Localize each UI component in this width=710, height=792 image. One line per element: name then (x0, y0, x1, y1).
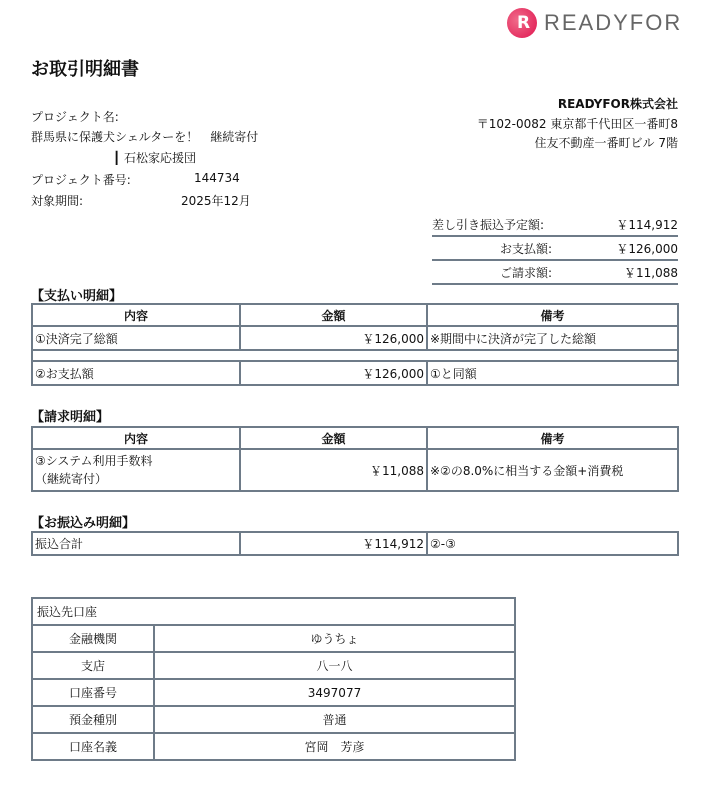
summary-value: ￥114,912 (616, 218, 678, 232)
bank-label: 預金種別 (32, 706, 154, 733)
payment-section-title: 【支払い明細】 (31, 289, 123, 304)
header-amount: 金額 (240, 427, 427, 449)
summary-box (432, 215, 678, 287)
payment-table (31, 303, 679, 386)
table-row (32, 532, 678, 555)
bank-label: 口座名義 (32, 733, 154, 760)
company-address1: 〒102-0082 東京都千代田区一番町8 (476, 117, 678, 131)
cell-note: ②-③ (427, 532, 678, 555)
bank-value: 八一八 (154, 652, 515, 679)
cell-content: ②お支払額 (32, 361, 240, 385)
logo-text: READYFOR (544, 10, 683, 35)
project-name-line1: 群馬県に保護犬シェルターを！ 継続寄付 (31, 130, 259, 144)
bank-table-title: 振込先口座 (32, 598, 515, 625)
bank-label: 金融機関 (32, 625, 154, 652)
project-number-label: プロジェクト番号: (31, 173, 131, 187)
cell-content-line2: （継続寄付） (35, 472, 108, 486)
table-row (32, 361, 678, 385)
summary-row (432, 239, 678, 261)
header-amount: 金額 (240, 304, 427, 326)
table-row (32, 652, 515, 679)
cell-content-line1: ③システム利用手数料 (35, 454, 153, 468)
spacer-row (32, 350, 678, 361)
cell-content: ①決済完了総額 (32, 326, 240, 350)
bank-value: 3497077 (154, 679, 515, 706)
table-row (32, 449, 678, 491)
table-row (32, 733, 515, 760)
table-row (32, 625, 515, 652)
cell-amount: ￥126,000 (240, 361, 427, 385)
summary-label: お支払額: (499, 242, 552, 256)
header-note: 備考 (427, 427, 678, 449)
project-name-line2: ┃ 石松家応援団 (113, 151, 197, 165)
transfer-table (31, 531, 679, 556)
billing-section-title: 【請求明細】 (31, 410, 110, 425)
bank-label: 口座番号 (32, 679, 154, 706)
summary-value: ￥11,088 (624, 266, 678, 280)
table-row (32, 326, 678, 350)
readyfor-logo (507, 8, 682, 38)
bank-value: 宮岡 芳彦 (154, 733, 515, 760)
period-value: 2025年12月 (181, 194, 251, 208)
cell-note: ※②の8.0%に相当する金額+消費税 (427, 449, 678, 491)
summary-row (432, 215, 678, 237)
bank-label: 支店 (32, 652, 154, 679)
transfer-section-title: 【お振込み明細】 (31, 516, 136, 531)
summary-label: ご請求額: (499, 266, 552, 280)
summary-row (432, 263, 678, 285)
header-note: 備考 (427, 304, 678, 326)
cell-amount: ￥126,000 (240, 326, 427, 350)
header-content: 内容 (32, 304, 240, 326)
company-address2: 住友不動産一番町ビル 7階 (534, 136, 678, 150)
cell-note: ※期間中に決済が完了した総額 (427, 326, 678, 350)
period-label: 対象期間: (31, 194, 84, 208)
bank-value: 普通 (154, 706, 515, 733)
summary-value: ￥126,000 (616, 242, 678, 256)
billing-table (31, 426, 679, 492)
bank-value: ゆうちょ (154, 625, 515, 652)
cell-content: 振込合計 (32, 532, 240, 555)
summary-label: 差し引き振込予定額: (432, 218, 545, 232)
company-name: READYFOR株式会社 (557, 97, 678, 111)
page-title: お取引明細書 (31, 59, 139, 80)
table-row (32, 679, 515, 706)
cell-amount: ￥11,088 (240, 449, 427, 491)
cell-amount: ￥114,912 (240, 532, 427, 555)
project-name-label: プロジェクト名: (31, 110, 119, 124)
project-number: 144734 (194, 171, 240, 185)
logo-mark-icon (507, 8, 537, 38)
table-row (32, 706, 515, 733)
logo-mark-letter: R (517, 13, 531, 33)
cell-note: ①と同額 (427, 361, 678, 385)
header-content: 内容 (32, 427, 240, 449)
bank-account-table (31, 597, 516, 761)
